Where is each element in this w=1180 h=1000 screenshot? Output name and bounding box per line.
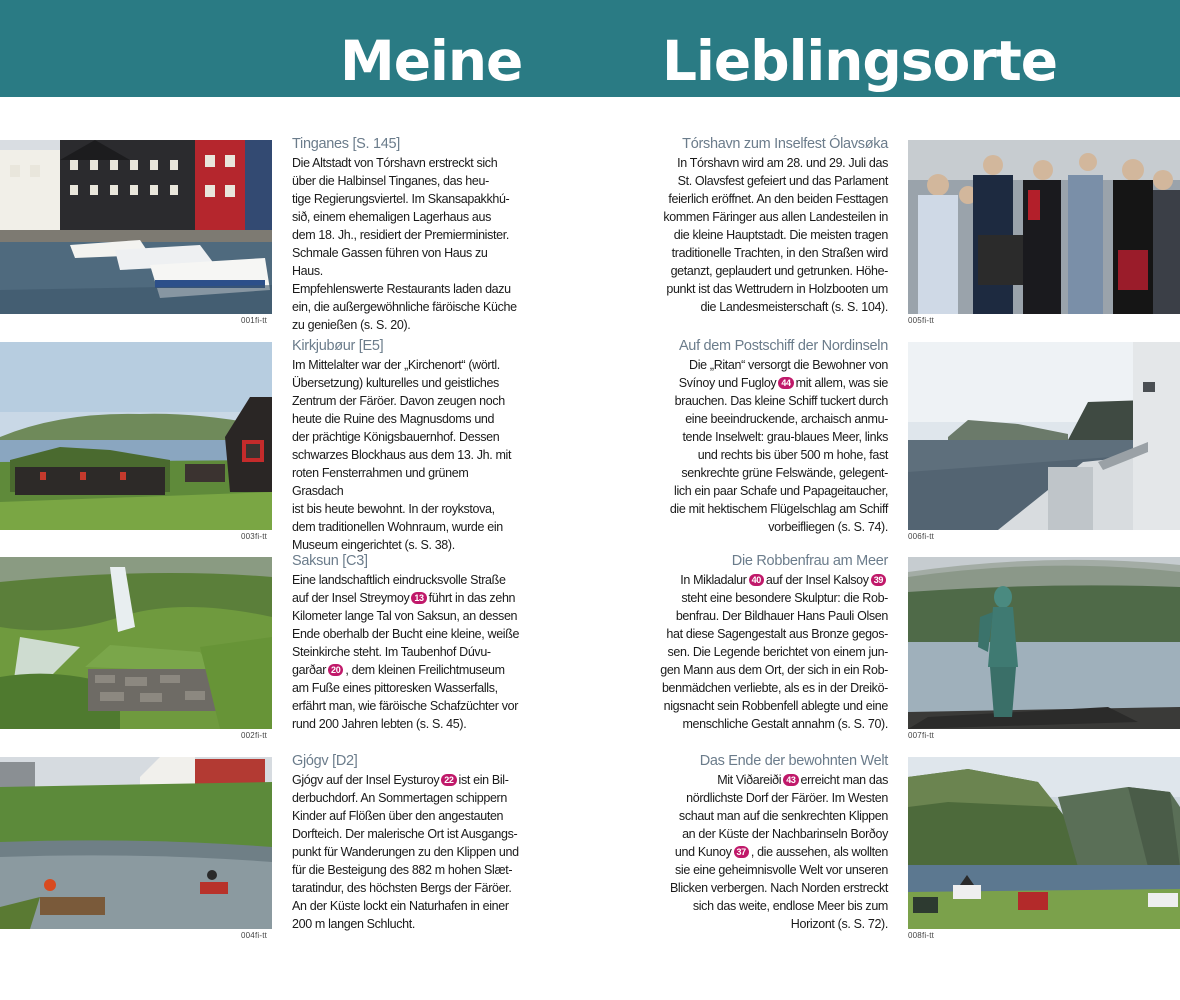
text-line: Kilometer lange Tal von Saksun, an dessen [292,609,518,623]
text-line: vorbeifliegen (s. S. 74). [768,520,888,534]
map-pin-badge: 20 [328,664,343,676]
text-line: über die Halbinsel Tinganes, das heu- [292,174,489,188]
text-line: ein, die außergewöhnliche färöische Küche [292,300,517,314]
text-line: Die Altstadt von Tórshavn erstreckt sich [292,156,498,170]
photo-robbenfrau [908,557,1180,729]
text-line: Steinkirche steht. Im Taubenhof Dúvu- [292,645,491,659]
entry-heading: Kirkjubøur [E5] [292,338,384,354]
text-line: Eine landschaftlich eindrucksvolle Straße [292,573,506,587]
text-line: roten Fensterrahmen und grünem Grasdach [292,466,469,498]
entry-torshavn-olavsoka [660,135,888,316]
map-pin-badge: 37 [734,846,749,858]
text-line: An der Küste lockt ein Naturhafen in einer [292,899,509,913]
text-line: dem 18. Jh., residiert der Premierminister. [292,228,509,242]
text-line: nigsnacht sein Robbenfell ablegte und eine [663,699,888,713]
text-line [660,571,888,589]
text-line: tige Regierungsviertel. Im Skansapakkhú- [292,192,510,206]
entry-tinganes [292,135,520,334]
text-line: hat diese Sagengestalt aus Bronze gegos- [666,627,888,641]
text-line: sich das weite, endlose Meer bis zum [692,899,888,913]
text-fragment: und Kunoy [674,845,732,859]
text-line: menschliche Gestalt annahm (s. S. 70). [682,717,888,731]
text-line: die Landesmeisterschaft (s. S. 104). [700,300,888,314]
entry-robbenfrau [660,552,888,733]
photo-credit-2: 003fi-tt [241,532,268,541]
text-line: tende Inselwelt: grau-blaues Meer, links [682,430,888,444]
map-pin-badge: 44 [778,377,793,389]
text-line: kommen Färinger aus allen Landesteilen in [663,210,888,224]
text-line: punkt ist das Wettrudern in Holzbooten um [666,282,888,296]
text-line: sie eine geheimnisvolle Welt vor unseren [675,863,888,877]
text-line: eine beeindruckende, archaisch anmu- [685,412,888,426]
text-line: nördlichste Dorf der Färöer. Im Westen [686,791,888,805]
text-line: schaut man auf die senkrechten Klippen [678,809,888,823]
photo-tinganes [0,140,272,314]
text-line: taratindur, des höchsten Bergs der Färöer. [292,881,512,895]
text-line: Übersetzung) kulturelles und geistliches [292,376,499,390]
text-line: dem traditionellen Wohnraum, wurde ein [292,520,503,534]
text-line: gen Mann aus dem Ort, der sich in ein Rob- [660,663,888,677]
text-fragment: garðar [292,663,327,677]
text-fragment: auf der Insel Streymoy [292,591,410,605]
text-line: die mit hektischem Flügelschlag am Schiff [669,502,888,516]
text-line: Schmale Gassen führen von Haus zu Haus. [292,246,488,278]
text-line: getanzt, geplaudert und getrunken. Höhe- [670,264,888,278]
text-line [292,589,520,607]
text-line: 200 m langen Schlucht. [292,917,415,931]
text-line: Empfehlenswerte Restaurants laden dazu [292,282,511,296]
photo-credit-8: 008fi-tt [908,931,935,940]
photo-credit-6: 006fi-tt [908,532,935,541]
photo-vidareidi [908,757,1180,929]
text-line: Dorfteich. Der malerische Ort ist Ausgangs- [292,827,518,841]
text-line: traditionelle Trachten, in den Straßen wird [671,246,888,260]
text-line [660,374,888,392]
text-line: für die Besteigung des 882 m hohen Slæt- [292,863,513,877]
map-pin-badge: 40 [749,574,764,586]
entry-heading: Das Ende der bewohnten Welt [699,753,888,769]
text-line: Blicken verbergen. Nach Norden erstreckt [669,881,888,895]
photo-kirkjuboeur [0,342,272,530]
text-line: Die „Ritan“ versorgt die Bewohner von [689,358,888,372]
text-fragment: auf der Insel Kalsoy [765,573,869,587]
entry-heading: Auf dem Postschiff der Nordinseln [678,338,888,354]
entry-saksun [292,552,520,733]
text-line: zu genießen (s. S. 20). [292,318,411,332]
text-line: Im Mittelalter war der „Kirchenort“ (wörtl. [292,358,500,372]
text-fragment: Mit Viðareiði [717,773,782,787]
map-pin-badge: 43 [783,774,798,786]
text-line: senkrechte grüne Felswände, gelegent- [681,466,888,480]
entry-heading: Tinganes [S. 145] [292,136,401,152]
text-line [292,771,520,789]
photo-credit-5: 005fi-tt [908,316,935,325]
photo-credit-1: 001fi-tt [241,316,268,325]
title-word-lieblingsorte: Lieblingsorte [662,29,1058,93]
text-line: sið, einem ehemaligen Lagerhaus aus [292,210,491,224]
text-line: punkt für Wanderungen zu den Klippen und [292,845,519,859]
text-fragment: erreicht man das [800,773,888,787]
map-pin-badge: 39 [871,574,886,586]
photo-gjogv [0,757,272,929]
text-fragment: ist ein Bil- [458,773,509,787]
text-line: brauchen. Das kleine Schiff tuckert durch [674,394,888,408]
text-fragment: führt in das zehn [428,591,516,605]
text-fragment: , dem kleinen Freilichtmuseum [345,663,505,677]
entry-heading: Gjógv [D2] [292,753,358,769]
text-line: ist bis heute bewohnt. In der roykstova, [292,502,495,516]
text-line: rund 200 Jahren lebten (s. S. 45). [292,717,467,731]
text-line: lich ein paar Schafe und Papageitaucher, [674,484,888,498]
text-line: Museum eingerichtet (s. S. 38). [292,538,455,552]
text-line: Horizont (s. S. 72). [790,917,888,931]
text-line: und rechts bis über 500 m hohe, fast [697,448,888,462]
text-line: benfrau. Der Bildhauer Hans Pauli Olsen [675,609,888,623]
entry-gjogv [292,752,520,933]
text-line: sen. Die Legende berichtet von einem jun- [667,645,888,659]
photo-postschiff [908,342,1180,530]
text-line: Kinder auf Flößen über den angestauten [292,809,504,823]
text-line [660,771,888,789]
text-line: In Tórshavn wird am 28. und 29. Juli das [677,156,888,170]
entry-kirkjuboeur [292,337,520,554]
text-line: am Fuße eines pittoresken Wasserfalls, [292,681,498,695]
entry-heading: Saksun [C3] [292,553,368,569]
text-line: die kleine Hauptstadt. Die meisten tragen [673,228,888,242]
text-line: feierlich eröffnet. An den beiden Festtagen [668,192,888,206]
entry-heading: Die Robbenfrau am Meer [731,553,888,569]
map-pin-badge: 22 [441,774,456,786]
map-pin-badge: 13 [411,592,426,604]
photo-credit-4: 004fi-tt [241,931,268,940]
title-banner [0,0,1180,97]
entry-postschiff [660,337,888,536]
entry-ende-der-welt [660,752,888,933]
text-line: derbuchdorf. An Sommertagen schippern [292,791,507,805]
text-line: an der Küste der Nachbarinseln Borðoy [682,827,888,841]
text-line: erfährt man, wie färöische Schafzüchter vor [292,699,519,713]
photo-credit-3: 002fi-tt [241,731,268,740]
text-fragment: mit allem, was sie [795,376,888,390]
text-line: benmädchen verliebte, als es in der Dreikö- [661,681,888,695]
text-line: St. Olavsfest gefeiert und das Parlament [677,174,888,188]
text-line: schwarzes Blockhaus aus dem 13. Jh. mit [292,448,512,462]
text-fragment: Gjógv auf der Insel Eysturoy [292,773,440,787]
text-fragment: In Mikladalur [680,573,747,587]
text-fragment: Svínoy und Fugloy [678,376,777,390]
photo-olavsoka-crowd [908,140,1180,314]
title-word-meine: Meine [340,29,523,93]
text-line [292,661,520,679]
text-line: Ende oberhalb der Bucht eine kleine, weiße [292,627,520,641]
photo-saksun [0,557,272,729]
entry-heading: Tórshavn zum Inselfest Ólavsøka [682,136,888,152]
text-fragment: , die aussehen, als wollten [750,845,888,859]
text-line: steht eine besondere Skulptur: die Rob- [681,591,888,605]
text-line: heute die Ruine des Magnusdoms und [292,412,495,426]
text-line: der prächtige Königsbauernhof. Dessen [292,430,500,444]
photo-credit-7: 007fi-tt [908,731,935,740]
text-line [660,843,888,861]
text-line: Zentrum der Färöer. Davon zeugen noch [292,394,505,408]
